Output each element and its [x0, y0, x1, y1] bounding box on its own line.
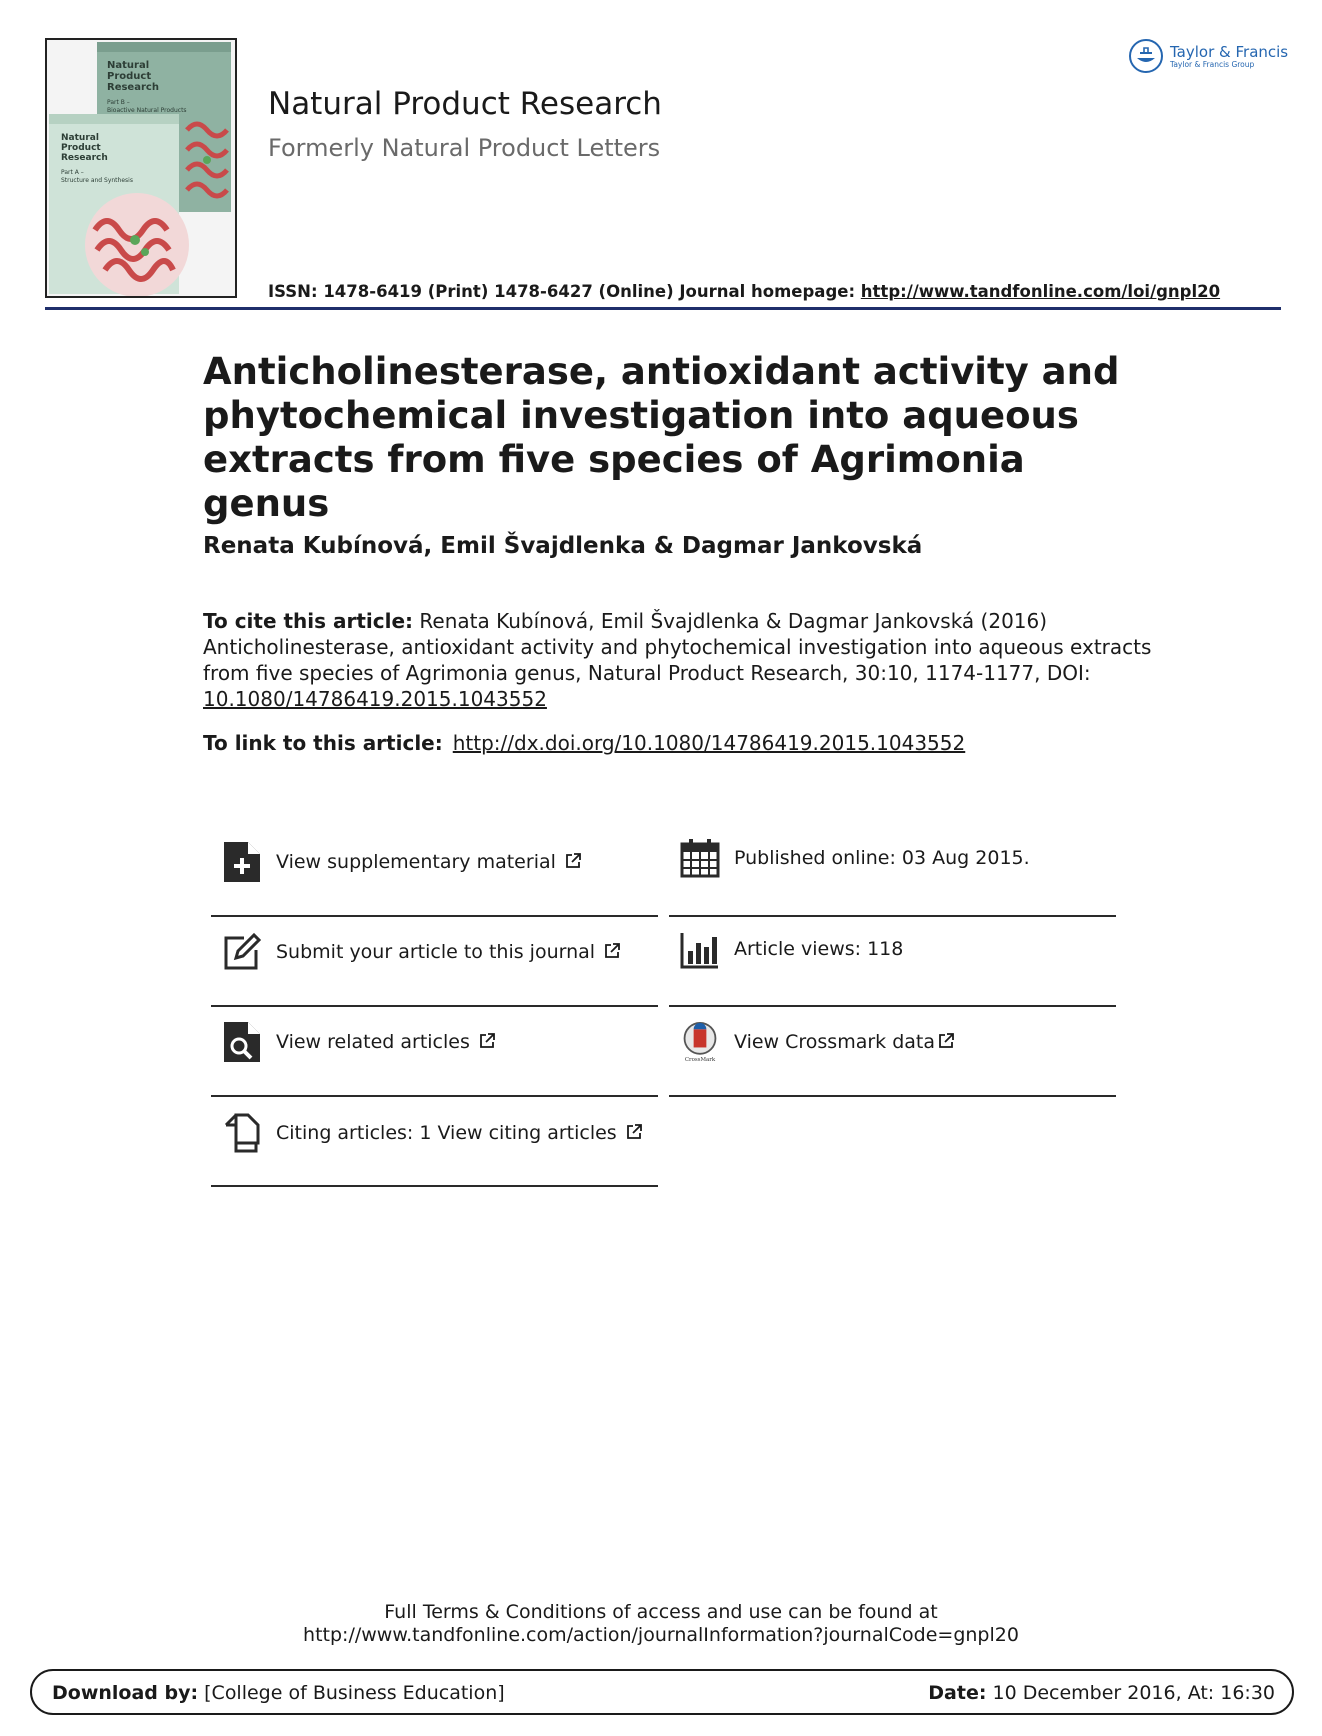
terms-conditions	[0, 1601, 1322, 1647]
link-label: To link to this article:	[203, 731, 443, 755]
publisher-name: Taylor & Francis	[1170, 42, 1289, 61]
issn-text: ISSN: 1478-6419 (Print) 1478-6427 (Online) Journal homepage:	[268, 282, 861, 301]
supplementary-label: View supplementary material	[276, 851, 556, 873]
download-label: Download by:	[52, 1682, 199, 1704]
external-link-icon	[625, 1123, 643, 1141]
journal-homepage-link[interactable]: http://www.tandfonline.com/loi/gnpl20	[860, 282, 1221, 301]
svg-text:Bioactive Natural Products: Bioactive Natural Products	[107, 107, 187, 114]
date-label: Date:	[928, 1682, 987, 1704]
bar-chart-icon	[680, 929, 720, 969]
external-link-icon	[937, 1032, 955, 1050]
cite-doi-link[interactable]: 10.1080/14786419.2015.1043552	[203, 687, 547, 711]
publisher-logo[interactable]	[1128, 38, 1288, 74]
svg-text:Part A –: Part A –	[61, 169, 84, 176]
download-date	[928, 1682, 1275, 1704]
external-link-icon	[564, 852, 582, 870]
article-authors: Renata Kubínová, Emil Švajdlenka & Dagmar Jankovská	[203, 533, 923, 559]
grid-divider	[669, 1005, 1116, 1007]
view-supplementary-button[interactable]	[222, 842, 582, 882]
crossmark-logo-text: CrossMark	[684, 1057, 716, 1062]
published-label: Published online: 03 Aug 2015.	[734, 847, 1030, 869]
svg-text:Natural Product Re: Natural Product Research	[107, 60, 159, 93]
citation-block	[203, 608, 1163, 712]
header-divider	[45, 307, 1281, 310]
view-citing-button[interactable]	[222, 1113, 643, 1153]
cite-text: Renata Kubínová, Emil Švajdlenka & Dagmar Jankovská (2016) Anticholinesterase, antioxidant activity and phytochemical investigation into aqueous extracts from five species of Agrimonia genus, Natural Product Research, 30:10, 1174-1177, DOI:	[203, 609, 1152, 685]
grid-divider	[211, 915, 658, 917]
grid-divider	[669, 1095, 1116, 1097]
grid-divider	[211, 1185, 658, 1187]
cover-front-title: Natural	[61, 133, 99, 143]
copy-icon	[222, 1113, 262, 1153]
article-title: Anticholinesterase, antioxidant activity and phytochemical investigation into aqueous extracts from five species of Agrimonia genus	[203, 350, 1120, 525]
grid-divider	[211, 1005, 658, 1007]
date-value: 10 December 2016, At: 16:30	[986, 1682, 1275, 1704]
grid-divider	[211, 1095, 658, 1097]
publisher-group: Taylor & Francis Group	[1170, 59, 1255, 69]
terms-url[interactable]: http://www.tandfonline.com/action/journalInformation?journalCode=gnpl20	[303, 1624, 1019, 1646]
cite-label: To cite this article:	[203, 609, 414, 633]
calendar-icon	[680, 838, 720, 878]
svg-text:Part B –: Part B –	[107, 99, 130, 106]
related-label: View related articles	[276, 1031, 470, 1053]
publisher-logo-icon	[1128, 38, 1164, 74]
svg-text:Structure and Synthesis: Structure and Synthesis	[61, 177, 133, 184]
grid-divider	[669, 915, 1116, 917]
submit-label: Submit your article to this journal	[276, 941, 596, 963]
cover-back-title: Natural	[107, 60, 150, 71]
svg-text:Natural Product Re: Natural Product Research	[61, 133, 108, 163]
crossmark-label: View Crossmark data	[734, 1031, 936, 1053]
file-plus-icon	[222, 842, 262, 882]
view-related-button[interactable]	[222, 1022, 496, 1062]
edit-icon	[222, 932, 262, 972]
published-date	[680, 838, 1030, 878]
external-link-icon	[478, 1032, 496, 1050]
article-views	[680, 929, 903, 969]
file-search-icon	[222, 1022, 262, 1062]
journal-subtitle: Formerly Natural Product Letters	[268, 134, 661, 162]
views-label: Article views: 118	[734, 938, 904, 960]
article-doi-link[interactable]: http://dx.doi.org/10.1080/14786419.2015.1043552	[452, 731, 966, 755]
crossmark-icon	[680, 1022, 720, 1062]
journal-cover-image	[45, 38, 237, 298]
article-link-line	[203, 731, 965, 755]
download-value: [College of Business Education]	[198, 1682, 505, 1704]
external-link-icon	[603, 942, 621, 960]
view-crossmark-button[interactable]	[680, 1022, 955, 1062]
journal-title: Natural Product Research	[268, 86, 662, 122]
citing-label: Citing articles: 1 View citing articles	[276, 1122, 617, 1144]
submit-article-button[interactable]	[222, 932, 621, 972]
issn-line	[268, 282, 1220, 301]
terms-line-1: Full Terms & Conditions of access and use can be found at	[384, 1601, 938, 1623]
download-by	[52, 1682, 505, 1704]
